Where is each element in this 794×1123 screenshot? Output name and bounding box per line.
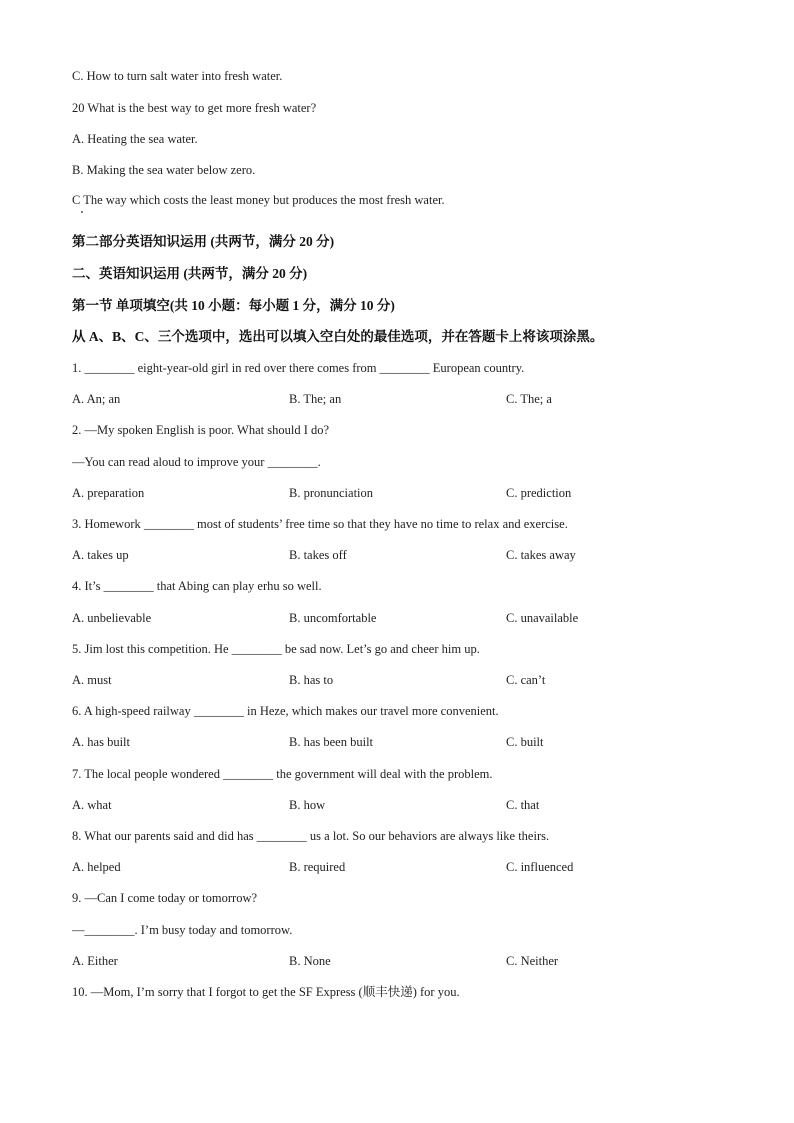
question-5-option-a: A. must (72, 673, 112, 687)
question-7-stem: 7. The local people wondered ________ the government will deal with the problem. (72, 767, 493, 781)
q20-option-c: C The way which costs the least money but produces the most fresh water. (72, 193, 445, 207)
question-9-stem-2: —________. I’m busy today and tomorrow. (72, 923, 293, 937)
question-3-option-b: B. takes off (289, 548, 347, 562)
question-7-option-a: A. what (72, 798, 112, 812)
question-6-option-a: A. has built (72, 735, 130, 749)
stray-dot (81, 211, 83, 213)
question-10-stem: 10. —Mom, I’m sorry that I forgot to get the SF Express (顺丰快递) for you. (72, 985, 460, 999)
question-2-stem-2: —You can read aloud to improve your ________. (72, 455, 321, 469)
question-2-option-a: A. preparation (72, 486, 145, 500)
question-1-option-a: A. An; an (72, 392, 121, 406)
question-6-option-c: C. built (506, 735, 544, 749)
question-3-stem: 3. Homework ________ most of students’ free time so that they have no time to relax and exercise. (72, 517, 568, 531)
question-4-option-a: A. unbelievable (72, 611, 152, 625)
question-8-option-b: B. required (289, 860, 346, 874)
question-8-option-c: C. influenced (506, 860, 574, 874)
reading-option-c-prev: C. How to turn salt water into fresh water. (72, 69, 283, 83)
question-7-option-c: C. that (506, 798, 540, 812)
question-2-option-c: C. prediction (506, 486, 572, 500)
section1-title: 第一节 单项填空(共 10 小题：每小题 1 分，满分 10 分) (72, 298, 395, 313)
question-2-stem: 2. —My spoken English is poor. What should I do? (72, 423, 330, 437)
question-3-option-c: C. takes away (506, 548, 576, 562)
question-2-option-b: B. pronunciation (289, 486, 374, 500)
question-1-option-c: C. The; a (506, 392, 552, 406)
reading-question-20: 20 What is the best way to get more fresh water? (72, 101, 317, 115)
question-9-option-a: A. Either (72, 954, 118, 968)
question-5-stem: 5. Jim lost this competition. He ________ be sad now. Let’s go and cheer him up. (72, 642, 480, 656)
q20-option-b: B. Making the sea water below zero. (72, 163, 256, 177)
question-4-option-b: B. uncomfortable (289, 611, 377, 625)
question-4-stem: 4. It’s ________ that Abing can play erhu so well. (72, 579, 322, 593)
q20-option-a: A. Heating the sea water. (72, 132, 198, 146)
part-title: 第二部分英语知识运用 (共两节，满分 20 分) (72, 234, 335, 249)
question-9-stem: 9. —Can I come today or tomorrow? (72, 891, 258, 905)
question-6-option-b: B. has been built (289, 735, 374, 749)
instructions: 从 A、B、C、三个选项中，选出可以填入空白处的最佳选项，并在答题卡上将该项涂黑。 (72, 329, 604, 344)
question-8-stem: 8. What our parents said and did has ________ us a lot. So our behaviors are always like theirs. (72, 829, 550, 843)
question-9-option-b: B. None (289, 954, 331, 968)
subpart-title: 二、英语知识运用 (共两节，满分 20 分) (72, 266, 308, 281)
question-9-option-c: C. Neither (506, 954, 559, 968)
question-3-option-a: A. takes up (72, 548, 129, 562)
question-8-option-a: A. helped (72, 860, 121, 874)
question-4-option-c: C. unavailable (506, 611, 579, 625)
question-1-option-b: B. The; an (289, 392, 342, 406)
question-5-option-b: B. has to (289, 673, 334, 687)
question-5-option-c: C. can’t (506, 673, 546, 687)
question-7-option-b: B. how (289, 798, 326, 812)
question-1-stem: 1. ________ eight-year-old girl in red over there comes from ________ European country. (72, 361, 525, 375)
question-6-stem: 6. A high-speed railway ________ in Heze, which makes our travel more convenient. (72, 704, 499, 718)
